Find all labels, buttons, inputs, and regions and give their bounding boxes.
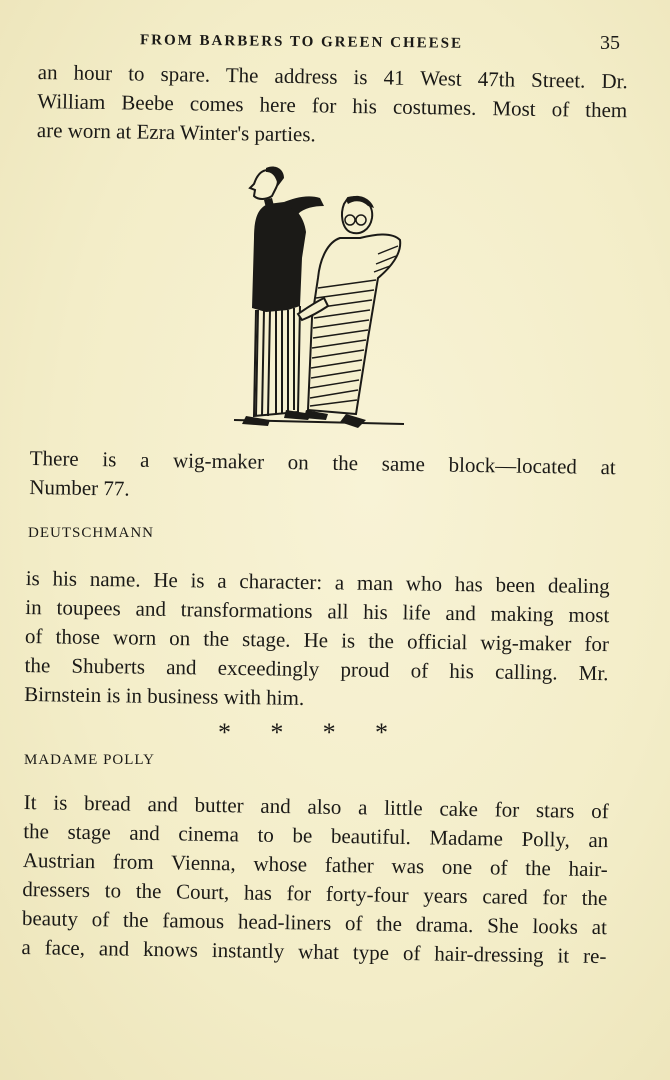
text-line: It is bread and butter and also a little cake for stars of [23,789,609,824]
text-line: are worn at Ezra Winter's parties. [36,117,316,147]
paragraph-costumes [37,58,628,154]
text-line: in toupees and transformations all his life and making most [25,594,610,628]
section-heading-deutschmann: DEUTSCHMANN [28,525,155,541]
text-line: is his name. He is a character: a man who has been dealing [25,565,610,599]
asterisk: * [322,718,336,747]
section-break-ornament [218,718,388,748]
text-line: There is a wig-maker on the same block—located at [29,445,616,480]
text-line: Birnstein is in business with him. [24,681,305,710]
tailor-fitting-illustration [228,158,418,440]
text-line: the Shuberts and exceedingly proud of his calling. Mr. [24,652,609,686]
text-line: Number 77. [29,474,130,501]
page-number: 35 [600,32,620,54]
text-line: beauty of the famous head-liners of the drama. She looks at [21,905,608,940]
running-head-title: FROM BARBERS TO GREEN CHEESE [139,32,464,52]
text-line: the stage and cinema to be beautiful. Madame Polly, an [23,818,609,853]
text-line: William Beebe comes here for his costumes. Most of them [37,88,628,123]
text-line: of those worn on the stage. He is the official wig-maker for [24,623,610,657]
running-head [0,30,670,60]
paragraph-wig-maker [29,444,616,511]
asterisk: * [218,718,231,747]
asterisk: * [374,718,388,747]
text-line: dressers to the Court, has for forty-four years cared for the [22,876,608,911]
paragraph-madame-polly [21,788,609,971]
text-line: an hour to spare. The address is 41 West 47th Street. Dr. [37,59,628,94]
section-heading-madame-polly: MADAME POLLY [24,752,155,768]
asterisk: * [270,718,284,747]
text-line: Austrian from Vienna, whose father was one of the hair- [22,847,608,882]
paragraph-deutschmann [24,564,610,717]
text-line: a face, and knows instantly what type of hair-dressing it re- [21,934,607,969]
